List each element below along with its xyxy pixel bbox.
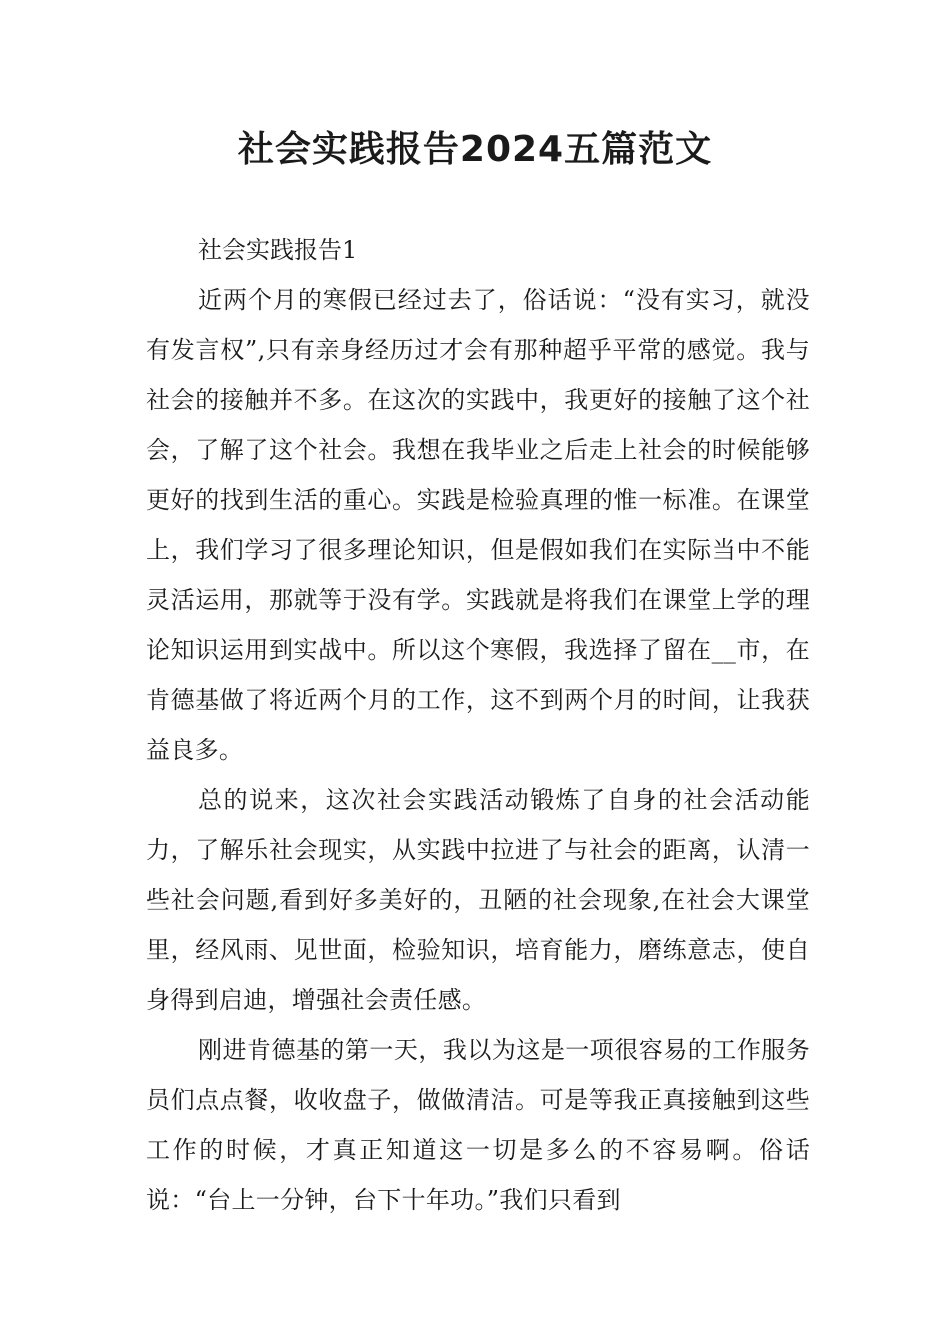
- document-body: [146, 225, 810, 1225]
- paragraph-1: 近两个月的寒假已经过去了，俗话说：“没有实习，就没有发言权”,只有亲身经历过才会有那种超乎平常的感觉。我与社会的接触并不多。在这次的实践中，我更好的接触了这个社会，了解了这个社会。我想在我毕业之后走上社会的时候能够更好的找到生活的重心。实践是检验真理的惟一标准。在课堂上，我们学习了很多理论知识，但是假如我们在实际当中不能灵活运用，那就等于没有学。实践就是将我们在课堂上学的理论知识运用到实战中。所以这个寒假，我选择了留在__市，在肯德基做了将近两个月的工作，这不到两个月的时间，让我获益良多。: [146, 286, 810, 764]
- document-title: 社会实践报告2024五篇范文: [237, 129, 713, 170]
- paragraph-2: 总的说来，这次社会实践活动锻炼了自身的社会活动能力，了解乐社会现实，从实践中拉进了与社会的距离，认清一些社会问题,看到好多美好的，丑陋的社会现象,在社会大课堂里，经风雨、见世面，检验知识，培育能力，磨练意志，使自身得到启迪，增强社会责任感。: [146, 786, 810, 1014]
- paragraph-3: 刚进肯德基的第一天，我以为这是一项很容易的工作服务员们点点餐，收收盘子，做做清洁。可是等我正真接触到这些工作的时候，才真正知道这一切是多么的不容易啊。俗话说：“台上一分钟，台下十年功。”我们只看到: [146, 1036, 810, 1214]
- section-heading: 社会实践报告1: [198, 236, 358, 264]
